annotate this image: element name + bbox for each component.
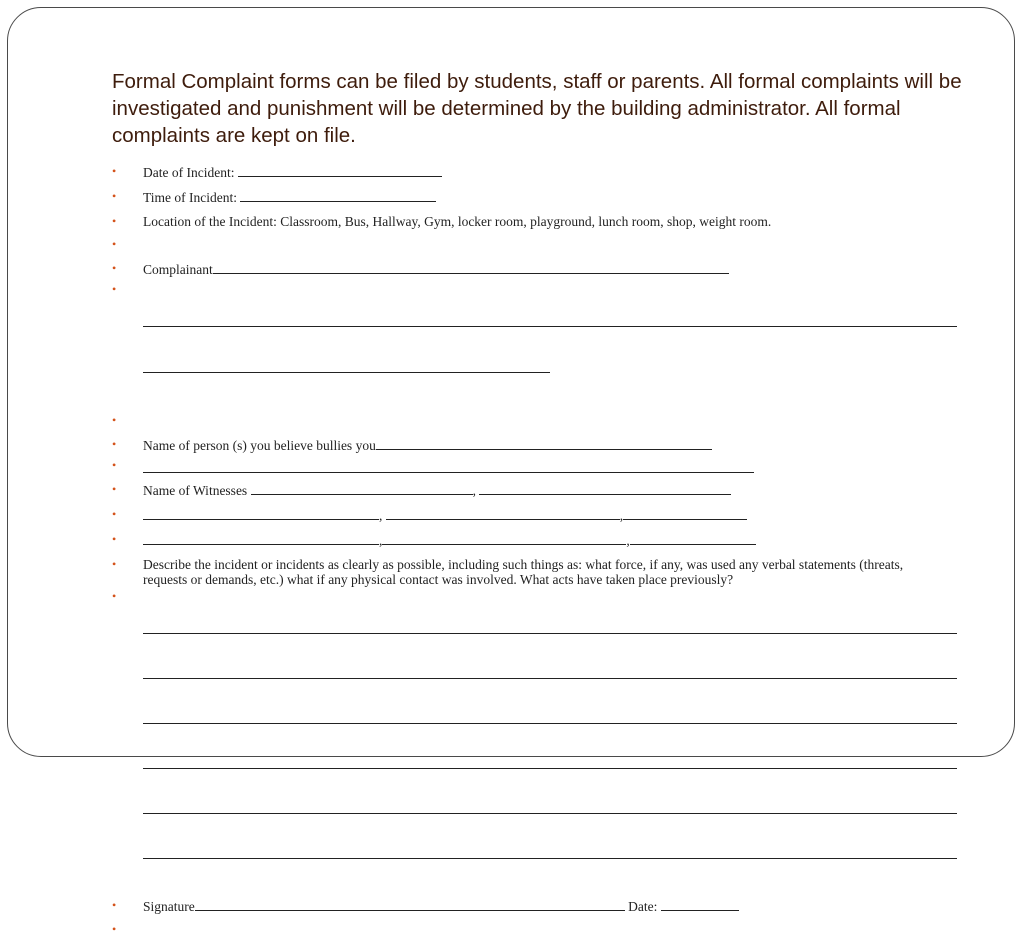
witness-field-5[interactable] [623, 507, 747, 520]
bullet-icon: • [112, 458, 117, 472]
signature-date-field[interactable] [661, 898, 739, 911]
witness-field-7[interactable] [382, 532, 626, 545]
describe-line-1[interactable] [143, 619, 957, 634]
describe-line-4[interactable] [143, 754, 957, 769]
bullet-icon: • [112, 507, 117, 521]
describe-line-6[interactable] [143, 844, 957, 859]
complainant-line-2[interactable] [143, 358, 550, 373]
list-item-complainant [112, 261, 962, 277]
page-title: Formal Complaint forms can be filed by students, staff or parents. All formal complaints will be investigated and punishment will be determined by the building administrator. All formal complaints are kept on file. [112, 70, 962, 147]
bully-field[interactable] [376, 437, 712, 450]
witness-field-2[interactable] [479, 482, 731, 495]
list-item-describe-lines [112, 589, 962, 889]
describe-text: Describe the incident or incidents as clearly as possible, including such things as: what force, if any, was used any verbal statements (threats, requests or demands, etc.) what if any physical contact was involved. What acts have taken place previously? [143, 557, 907, 587]
comma: , [379, 533, 383, 548]
list-item-time [112, 189, 962, 205]
bullet-icon: • [112, 189, 117, 203]
witness-field-8[interactable] [630, 532, 756, 545]
list-item-complainant-lines [112, 282, 962, 403]
bullet-icon: • [112, 589, 117, 603]
bully-line[interactable] [143, 458, 754, 473]
describe-line-2[interactable] [143, 664, 957, 679]
list-item-empty [112, 237, 962, 252]
bullet-icon: • [112, 482, 117, 496]
list-item-witnesses [112, 482, 962, 498]
describe-line-3[interactable] [143, 709, 957, 724]
signature-label: Signature [143, 899, 195, 914]
witnesses-label: Name of Witnesses [143, 483, 251, 498]
time-field[interactable] [240, 189, 436, 202]
comma: , [619, 508, 624, 523]
location-text: Location of the Incident: Classroom, Bus, Hallway, Gym, locker room, playground, lunch room, shop, weight room. [143, 214, 772, 229]
list-item-signature [112, 898, 962, 914]
witness-field-3[interactable] [143, 507, 379, 520]
complaint-form [112, 164, 962, 937]
list-item-bully [112, 437, 962, 453]
comma: , [626, 533, 630, 548]
bullet-icon: • [112, 413, 117, 427]
bullet-icon: • [112, 898, 117, 912]
bullet-icon: • [112, 282, 117, 296]
bullet-icon: • [112, 557, 117, 571]
list-item-date [112, 164, 962, 180]
complainant-label: Complainant [143, 262, 213, 277]
witness-field-4[interactable] [386, 507, 620, 520]
list-item-empty [112, 922, 962, 937]
signature-date-label: Date: [624, 899, 661, 914]
list-item-witness-line-2 [112, 507, 962, 523]
list-item-location [112, 214, 962, 229]
list-item-witness-line-3 [112, 532, 962, 548]
list-item-empty [112, 413, 962, 428]
witness-field-1[interactable] [251, 482, 473, 495]
list-item-bully-line [112, 458, 962, 473]
comma: , [472, 483, 476, 498]
bully-label: Name of person (s) you believe bullies you [143, 438, 376, 453]
bullet-icon: • [112, 437, 117, 451]
complainant-line-1[interactable] [143, 312, 957, 327]
list-item-describe [112, 557, 962, 587]
bullet-icon: • [112, 922, 117, 936]
time-label: Time of Incident: [143, 190, 241, 205]
bullet-icon: • [112, 164, 117, 178]
date-field[interactable] [238, 164, 442, 177]
bullet-icon: • [112, 214, 117, 228]
comma: , [379, 508, 383, 523]
bullet-icon: • [112, 261, 117, 275]
date-label: Date of Incident: [143, 165, 238, 180]
signature-field[interactable] [195, 898, 625, 911]
bullet-icon: • [112, 237, 117, 251]
bullet-icon: • [112, 532, 117, 546]
describe-line-5[interactable] [143, 799, 957, 814]
witness-field-6[interactable] [143, 532, 379, 545]
complainant-field[interactable] [213, 261, 729, 274]
